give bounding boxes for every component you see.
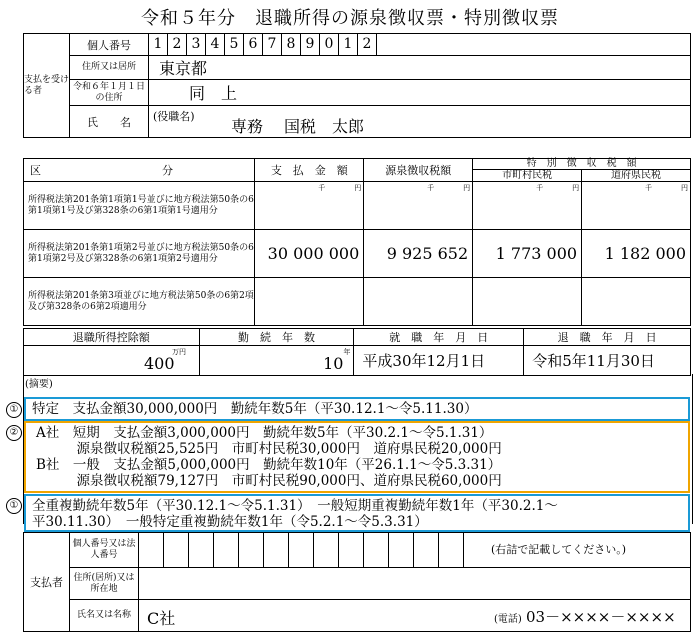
prefectural-header: 道府県民税: [611, 170, 662, 181]
row2-withholding: 9 925 652: [364, 230, 473, 278]
row3-withholding: [364, 278, 473, 326]
row1-label: 所得税法第201条第1項第1号並びに地方税法第50条の6第1項第1号及び第328条の6第1項第1号適用分: [24, 182, 255, 230]
box2-marker: ②: [6, 425, 22, 441]
payer-number-cell: [414, 533, 439, 567]
payer-number-cell: [164, 533, 189, 567]
recipient-name: 国税 太郎: [284, 117, 365, 136]
my-number-digit: 0: [320, 34, 339, 55]
deduction-table: [23, 328, 691, 376]
payer-table: [23, 532, 691, 632]
deduction-value: 400: [144, 354, 175, 373]
payer-section-label: 支払者: [24, 533, 70, 632]
box2-line-3: B社 一般 支払金額5,000,000円 勤続年数10年（平26.1.1～令5.3.31）: [36, 457, 502, 473]
withholding-header: 源泉徴収税額: [364, 159, 473, 182]
payer-number-label: 個人番号又は法人番号: [70, 533, 139, 568]
payer-number-cell: [389, 533, 414, 567]
row3-label: 所得税法第201条第3項並びに地方税法第50条の6第2項及び第328条の6第2項適用分: [24, 278, 255, 326]
payer-number-cell: [439, 533, 464, 567]
jan1-address-value: 同 上: [149, 80, 691, 106]
row2-prefectural: 1 182 000: [582, 230, 691, 278]
payer-address-value: [139, 568, 691, 600]
payer-number-cell: [214, 533, 239, 567]
years-value: 10: [323, 354, 344, 373]
my-number-digit: 8: [282, 34, 301, 55]
box2-line-1: A社 短期 支払金額3,000,000円 勤続年数5年（平30.2.1～令5.1.31）: [36, 425, 493, 441]
years-label: 勤 続 年 数: [199, 329, 354, 346]
row2-label: 所得税法第201条第1項第2号並びに地方税法第50条の6第1項第2号及び第328条の6第1項第2号適用分: [24, 230, 255, 278]
recipient-table: [23, 33, 691, 138]
payer-number-cell: [139, 533, 164, 567]
recipient-section-label: 支払を受ける者: [24, 34, 70, 138]
my-number-digit: 1: [149, 34, 168, 55]
my-number-digit: 4: [206, 34, 225, 55]
my-number-digit: 9: [301, 34, 320, 55]
my-number-digit: 2: [358, 34, 377, 55]
post-value: 専務: [231, 117, 264, 136]
deduction-unit: 万円: [172, 348, 186, 356]
special-header: 特 別 徴 収 税 額: [473, 159, 690, 170]
my-number-digit: 3: [187, 34, 206, 55]
summary-label: (摘要): [25, 379, 53, 390]
phone-value: 03－××××－××××: [526, 608, 676, 626]
tax-table: [23, 158, 691, 326]
start-date-label: 就 職 年 月 日: [354, 329, 524, 346]
years-unit: 年: [343, 348, 351, 356]
row2-payment: 30 000 000: [255, 230, 364, 278]
row2-municipal: 1 773 000: [473, 230, 582, 278]
payer-name-label: 氏名又は名称: [70, 600, 139, 632]
row1-municipal: 千 円: [473, 182, 582, 230]
deduction-label: 退職所得控除額: [24, 329, 200, 346]
payer-number-cell: [264, 533, 289, 567]
my-number-digit: 6: [244, 34, 263, 55]
box3-line-2: 平30.11.30） 一般特定重複勤続年数1年（令5.2.1～令5.3.31）: [32, 514, 428, 530]
payer-number-cell: [239, 533, 264, 567]
address-value: 東京都: [149, 56, 691, 80]
post-label: (役職名): [153, 110, 195, 123]
end-date-label: 退 職 年 月 日: [524, 329, 691, 346]
box1-marker: ①: [6, 402, 22, 418]
my-number-digit: 1: [339, 34, 358, 55]
row3-municipal: [473, 278, 582, 326]
row3-payment: [255, 278, 364, 326]
phone-label: (電話): [494, 614, 522, 625]
payer-number-cell: [339, 533, 364, 567]
payer-number-cell: [314, 533, 339, 567]
my-number-digit: 2: [168, 34, 187, 55]
name-label: 氏 名: [70, 106, 149, 138]
document-title: 令和５年分 退職所得の源泉徴収票・特別徴収票: [141, 8, 559, 29]
my-number-digit: 7: [263, 34, 282, 55]
payer-number-cell: [189, 533, 214, 567]
kubun-header: 区 分: [24, 159, 255, 182]
row1-payment: 千 円: [255, 182, 364, 230]
my-number-cells: [149, 34, 691, 56]
payer-number-cell: [364, 533, 389, 567]
end-date-value: 令和5年11月30日: [524, 346, 691, 376]
start-date-value: 平成30年12月1日: [354, 346, 524, 376]
box3-line-1: 全重複勤続年数5年（平30.12.1～令5.1.31） 一般短期重複勤続年数1年（平30.2.1～: [32, 498, 558, 514]
jan1-address-label: 令和６年１月１日の住所: [70, 80, 149, 106]
row1-withholding: 千 円: [364, 182, 473, 230]
box2-line-2: 源泉徴収税額25,525円 市町村民税30,000円 道府県民税20,000円: [36, 441, 502, 457]
summary-box-3: [24, 494, 690, 532]
summary-box-2: [24, 421, 690, 493]
my-number-digit: 5: [225, 34, 244, 55]
payer-name-value: C社: [147, 609, 176, 628]
summary-box-1: [24, 397, 690, 421]
payment-header: 支 払 金 額: [255, 159, 364, 182]
row3-prefectural: [582, 278, 691, 326]
box3-marker: ①: [6, 498, 22, 514]
payer-number-cell: [289, 533, 314, 567]
my-number-label: 個人番号: [70, 34, 149, 56]
payer-address-label: 住所(居所)又は所在地: [70, 568, 139, 600]
box1-line: 特定 支払金額30,000,000円 勤続年数5年（平30.12.1～令5.11.30）: [32, 401, 478, 417]
payer-number-note: (右詰で記載してください。): [491, 543, 627, 556]
box2-line-4: 源泉徴収税額79,127円 市町村民税90,000円、道府県民税60,000円: [36, 473, 502, 489]
address-label: 住所又は居所: [70, 56, 149, 80]
row1-prefectural: 千 円: [582, 182, 691, 230]
municipal-header: 市町村民税: [473, 170, 582, 181]
